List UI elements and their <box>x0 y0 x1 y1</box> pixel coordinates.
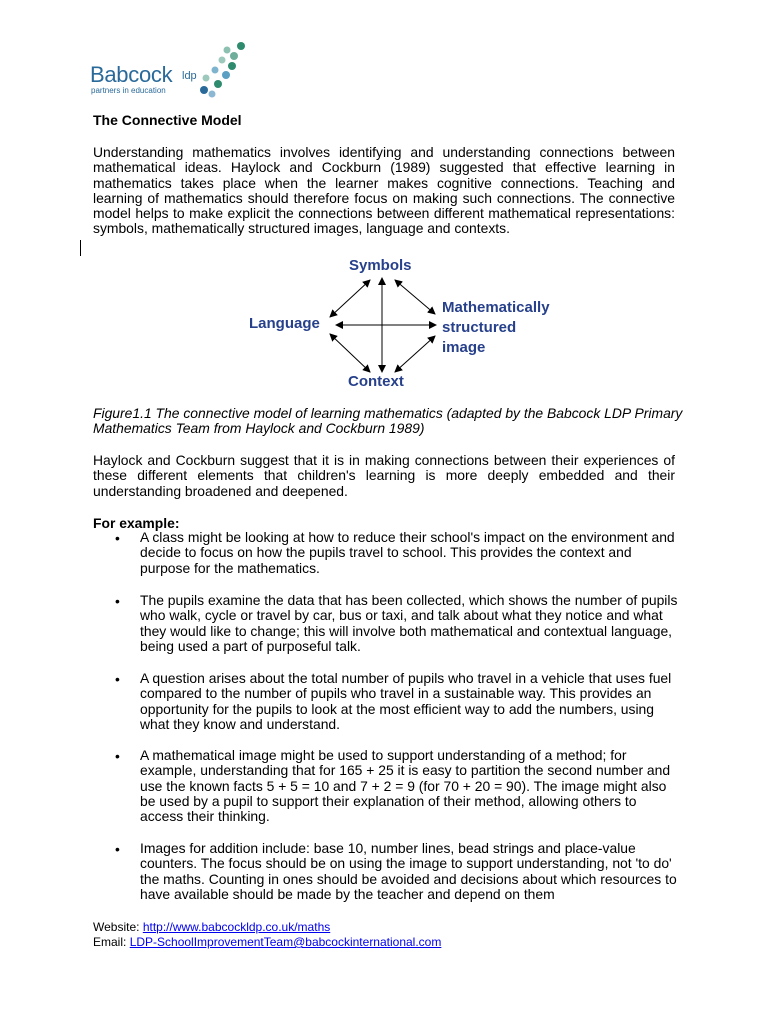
logo-tagline: partners in education <box>91 86 166 95</box>
for-example-heading: For example: <box>93 515 180 531</box>
intro-paragraph: Understanding mathematics involves identifying and understanding connections between mathematical ideas. Haylock and Cockburn (1989) suggested that effective learning in mathematics takes place when the learner makes cognitive connections. Teaching and learning of mathematics should therefore focus on making such connections. The connective model helps to make explicit the connections between different mathematical representations: symbols, mathematically structured images, language and contexts. <box>93 144 675 237</box>
footer-email <box>93 935 441 950</box>
logo-dots-icon <box>190 40 250 100</box>
babcock-logo <box>90 40 260 100</box>
bullet-marker: • <box>115 593 120 609</box>
bullet-marker: • <box>115 841 120 857</box>
diagram-image-line1: Mathematically <box>442 299 550 316</box>
diagram-language: Language <box>249 315 320 332</box>
bullet-marker: • <box>115 530 120 546</box>
arrow-symbols-language <box>330 280 370 317</box>
second-paragraph: Haylock and Cockburn suggest that it is in making connections between their experiences of these different elements that children's learning is more deeply embedded and their understanding broadened and deepened. <box>93 452 675 499</box>
diagram-image <box>442 298 550 358</box>
page-footer <box>93 920 441 950</box>
bullet-item: A class might be looking at how to reduce their school's impact on the environment and decide to focus on how the pupils travel to school. This provides the context and purpose for the mathematics. <box>140 529 675 576</box>
arrow-language-context <box>330 334 370 372</box>
arrow-image-context <box>395 336 435 372</box>
email-label: Email: <box>93 935 130 949</box>
bullet-marker: • <box>115 748 120 764</box>
logo-brand: Babcock <box>90 62 173 87</box>
diagram-image-line3: image <box>442 339 486 356</box>
email-link[interactable]: LDP-SchoolImprovementTeam@babcockinternational.com <box>129 935 442 949</box>
website-label: Website: <box>93 920 143 934</box>
logo-ldp: ldp <box>182 70 197 82</box>
diagram-context: Context <box>348 373 404 390</box>
connective-model-diagram <box>240 252 580 394</box>
bullet-item: The pupils examine the data that has been collected, which shows the number of pupils who walk, cycle or travel by car, bus or taxi, and talk about what they notice and what they would like to change; this will involve both mathematical and contextual language, being used a part of purposeful talk. <box>140 592 678 654</box>
footer-website <box>93 920 441 935</box>
bullet-item: Images for addition include: base 10, number lines, bead strings and place-value counters. The focus should be on using the image to support understanding, not 'to do' the maths. Counting in ones should be avoided and decisions about which resources to have available should be made by the teacher and depend on them <box>140 840 677 902</box>
text-cursor <box>80 240 81 256</box>
diagram-image-line2: structured <box>442 319 517 336</box>
bullet-item: A question arises about the total number of pupils who travel in a vehicle that uses fuel compared to the number of pupils who travel in a sustainable way. This provides an opportunity for the pupils to look at the most efficient way to add the numbers, using what they know and understand. <box>140 670 672 732</box>
bullet-marker: • <box>115 671 120 687</box>
diagram-symbols: Symbols <box>349 257 412 274</box>
bullet-item: A mathematical image might be used to support understanding of a method; for example, understanding that for 165 + 25 it is easy to partition the second number and use the known facts 5 + 5 = 10 and 7 + 2 = 9 (for 70 + 20 = 90). The image might also be used by a pupil to support their explanation of their method, allowing others to access their thinking. <box>140 747 671 825</box>
figure-caption: Figure1.1 The connective model of learning mathematics (adapted by the Babcock LDP Primary Mathematics Team from Haylock and Cockburn 1989) <box>93 405 683 437</box>
arrow-symbols-image <box>395 280 435 314</box>
page-title: The Connective Model <box>93 112 242 128</box>
website-link[interactable]: http://www.babcockldp.co.uk/maths <box>142 920 331 934</box>
